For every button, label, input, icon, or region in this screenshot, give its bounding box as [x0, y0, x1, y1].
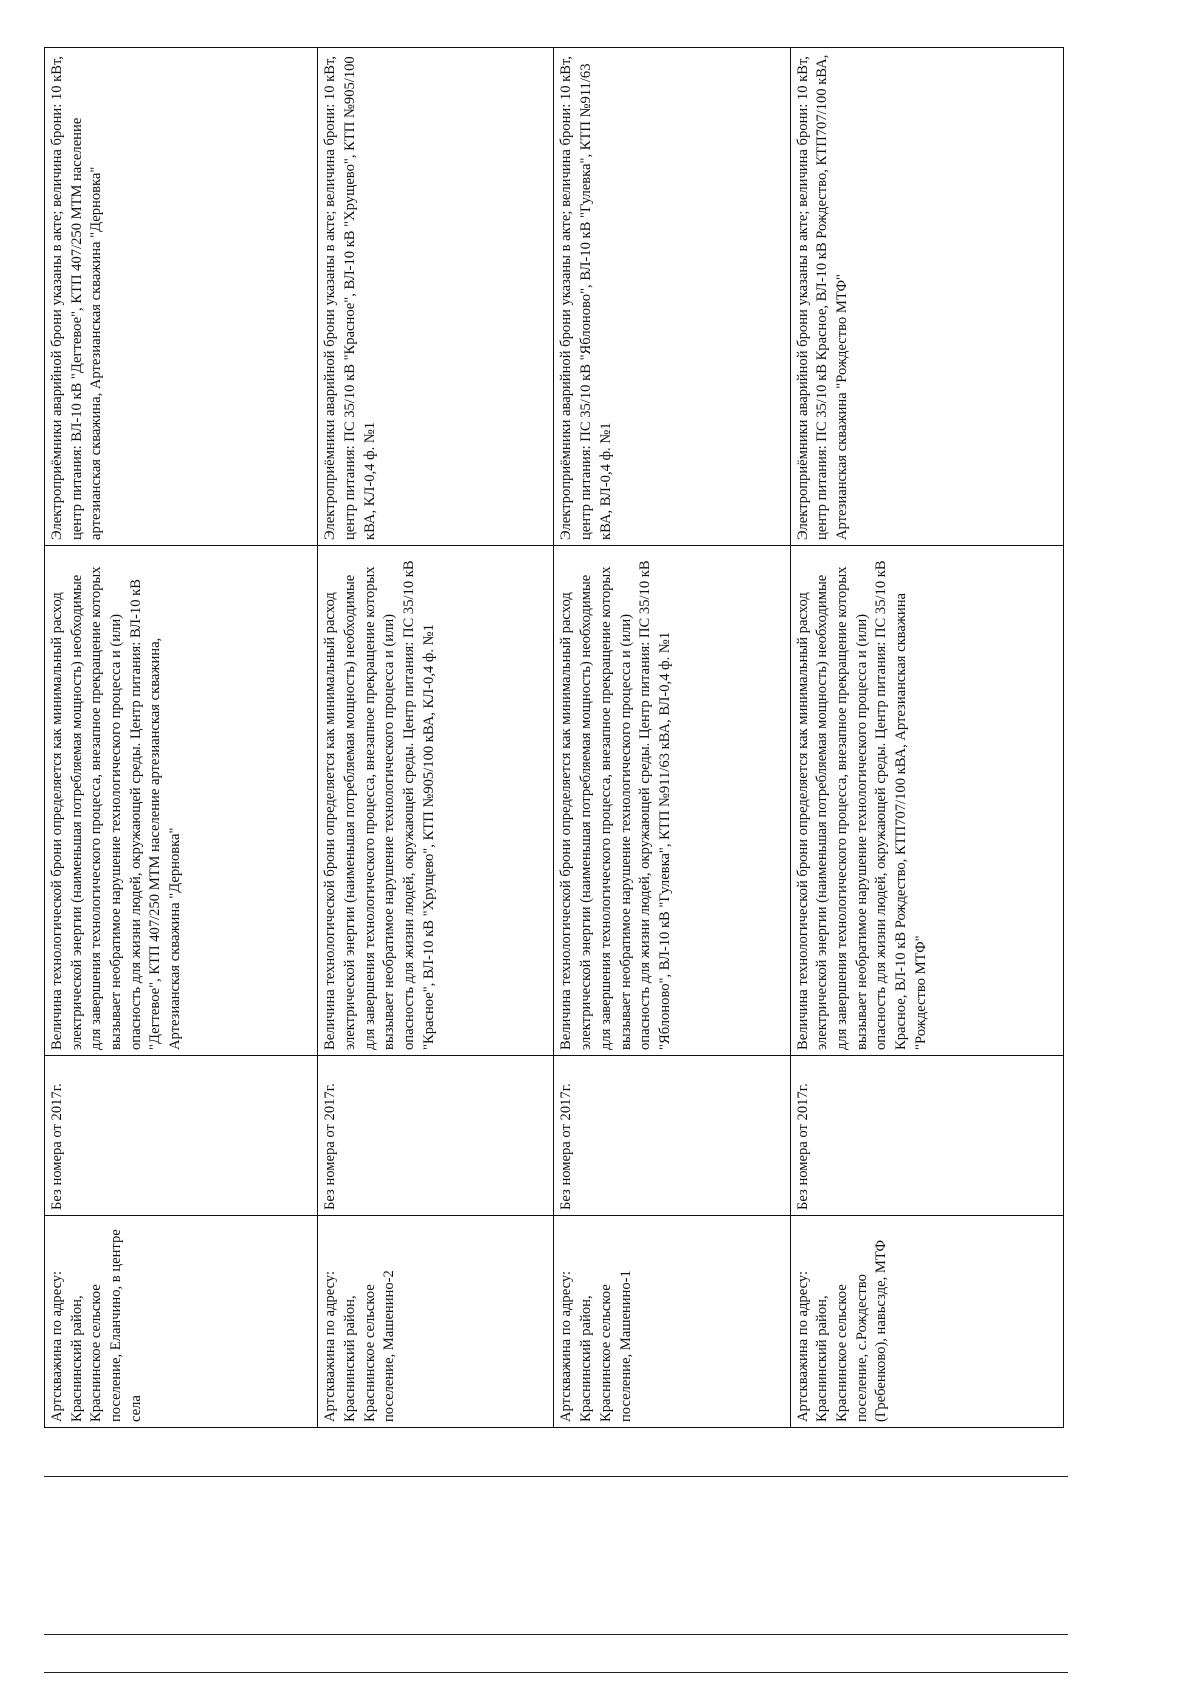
divider-line — [44, 1634, 1068, 1635]
reserve-table — [44, 47, 1064, 1428]
cell-object: Артскважина по адресу: Краснинский район, Краснинское сельское поселение, Еланчино, в центре села — [45, 1216, 318, 1428]
divider-line — [44, 1476, 1068, 1477]
cell-act: Без номера от 2017г. — [45, 1056, 318, 1216]
cell-emergency-reserve: Электроприёмники аварийной брони указаны в акте; величина брони: 10 кВт, центр питания: ПС 35/10 кВ "Красное", ВЛ-10 кВ "Хрущево", КТП №905/100 кВА, КЛ-0,4 ф. №1 — [318, 48, 554, 546]
cell-emergency-reserve: Электроприёмники аварийной брони указаны в акте; величина брони: 10 кВт, центр питания: ПС 35/10 кВ Красное, ВЛ-10 кВ Рождество, КТП707/100 кВА, Артезианская скважина "Рождество МТФ" — [790, 48, 1063, 546]
divider-line — [44, 1672, 1068, 1673]
cell-act: Без номера от 2017г. — [554, 1056, 790, 1216]
cell-tech-reserve: Величина технологической брони определяется как минимальный расход электрической энергии (наименьшая потребляемая мощность) необходимые для завершения технологического процесса, внезапное прекращение которых вызывает необратимое нарушение технологического процесса и (или) опасность для жизни людей, окружающей среды. Центр питания: ПС 35/10 кВ "Красное", ВЛ-10 кВ "Хрущево", КТП №905/100 кВА, КЛ-0,4 ф. №1 — [318, 546, 554, 1056]
table-row — [45, 48, 318, 1428]
table-row — [318, 48, 554, 1428]
cell-tech-reserve: Величина технологической брони определяется как минимальный расход электрической энергии (наименьшая потребляемая мощность) необходимые для завершения технологического процесса, внезапное прекращение которых вызывает необратимое нарушение технологического процесса и (или) опасность для жизни людей, окружающей среды. Центр питания: ВЛ-10 кВ "Дегтевое", КТП 407/250 МТМ население артезианская скважина, Артезианская скважина "Дерновка" — [45, 546, 318, 1056]
cell-tech-reserve: Величина технологической брони определяется как минимальный расход электрической энергии (наименьшая потребляемая мощность) необходимые для завершения технологического процесса, внезапное прекращение которых вызывает необратимое нарушение технологического процесса и (или) опасность для жизни людей, окружающей среды. Центр питания: ПС 35/10 кВ Красное, ВЛ-10 кВ Рождество, КТП707/100 кВА, Артезианская скважина "Рождество МТФ" — [790, 546, 1063, 1056]
cell-object: Артскважина по адресу: Краснинский район, Краснинское сельское поселение, Машенино-2 — [318, 1216, 554, 1428]
cell-emergency-reserve: Электроприёмники аварийной брони указаны в акте; величина брони: 10 кВт, центр питания: ПС 35/10 кВ "Яблоново", ВЛ-10 кВ "Гулевка", КТП №911/63 кВА, ВЛ-0,4 ф. №1 — [554, 48, 790, 546]
cell-tech-reserve: Величина технологической брони определяется как минимальный расход электрической энергии (наименьшая потребляемая мощность) необходимые для завершения технологического процесса, внезапное прекращение которых вызывает необратимое нарушение технологического процесса и (или) опасность для жизни людей, окружающей среды. Центр питания: ПС 35/10 кВ "Яблоново", ВЛ-10 кВ "Гулевка", КТП №911/63 кВА, ВЛ-0,4 ф. №1 — [554, 546, 790, 1056]
cell-object: Артскважина по адресу: Краснинский район, Краснинское сельское поселение, Машенино-1 — [554, 1216, 790, 1428]
table-row — [790, 48, 1063, 1428]
cell-emergency-reserve: Электроприёмники аварийной брони указаны в акте; величина брони: 10 кВт, центр питания: ВЛ-10 кВ "Дегтевое", КТП 407/250 МТМ население артезианская скважина, Артезианская скважина "Дерновка" — [45, 48, 318, 546]
cell-act: Без номера от 2017г. — [318, 1056, 554, 1216]
cell-act: Без номера от 2017г. — [790, 1056, 1063, 1216]
rotated-table-wrapper — [44, 48, 1064, 1428]
table-row — [554, 48, 790, 1428]
cell-object: Артскважина по адресу: Краснинский район, Краснинское сельское поселение, с.Рождество (Гребенково), навьсзде, МТФ — [790, 1216, 1063, 1428]
